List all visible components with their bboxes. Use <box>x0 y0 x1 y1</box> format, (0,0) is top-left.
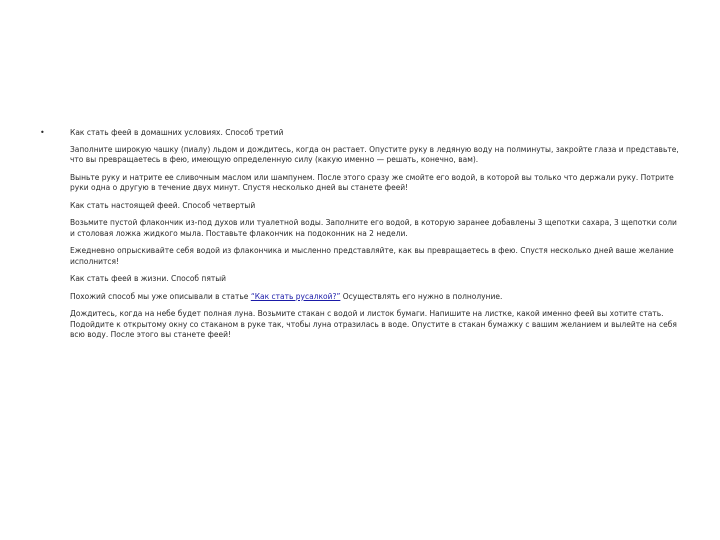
mermaid-article-link[interactable]: “Как стать русалкой?” <box>250 291 341 301</box>
paragraph-method-4-step-2: Ежедневно опрыскивайте себя водой из флакончика и мысленно представляйте, как вы превращаетесь в фею. Спустя несколько дней ваше желание исполнится! <box>70 246 674 266</box>
paragraph-method-4-step-1: Возьмите пустой флакончик из-под духов или туалетной воды. Заполните его водой, в которую заранее добавлены 3 щепотки сахара, 3 щепотки соли и столовая ложка жидкого мыла. Поставьте флакончик на подоконник на 2 недели. <box>70 218 677 238</box>
article-text <box>70 128 680 348</box>
paragraph-method-5-intro <box>70 292 680 303</box>
paragraph-method-5-steps: Дождитесь, когда на небе будет полная луна. Возьмите стакан с водой и листок бумаги. Напишите на листке, какой именно феей вы хотите стать. Подойдите к открытому окну со стаканом в руке так, чтобы луна отразилась в воде. Опустите в стакан бумажку с вашим желанием и вылейте на себя всю воду. После этого вы станете феей! <box>70 309 677 339</box>
intro-text-after: Осуществлять его нужно в полнолуние. <box>340 291 503 301</box>
heading-method-5: Как стать феей в жизни. Способ пятый <box>70 274 226 283</box>
paragraph-method-3-step-2: Выньте руку и натрите ее сливочным маслом или шампунем. После этого сразу же смойте его водой, в которой вы только что держали руку. Потрите руки одна о другую в течение двух минут. Спустя несколько дней вы станете феей! <box>70 172 674 192</box>
bullet-marker: • <box>40 128 45 137</box>
paragraph-method-3-step-1: Заполните широкую чашку (пиалу) льдом и дождитесь, когда он растает. Опустите руку в ледяную воду на полминуты, закройте глаза и представьте, что вы превращаетесь в фею, имеющую определенную силу (какую именно — решать, конечно, вам). <box>70 144 679 164</box>
intro-text-before: Похожий способ мы уже описывали в статье <box>70 291 251 301</box>
heading-method-3: Как стать феей в домашних условиях. Способ третий <box>70 128 284 137</box>
heading-method-4: Как стать настоящей феей. Способ четвертый <box>70 200 256 210</box>
